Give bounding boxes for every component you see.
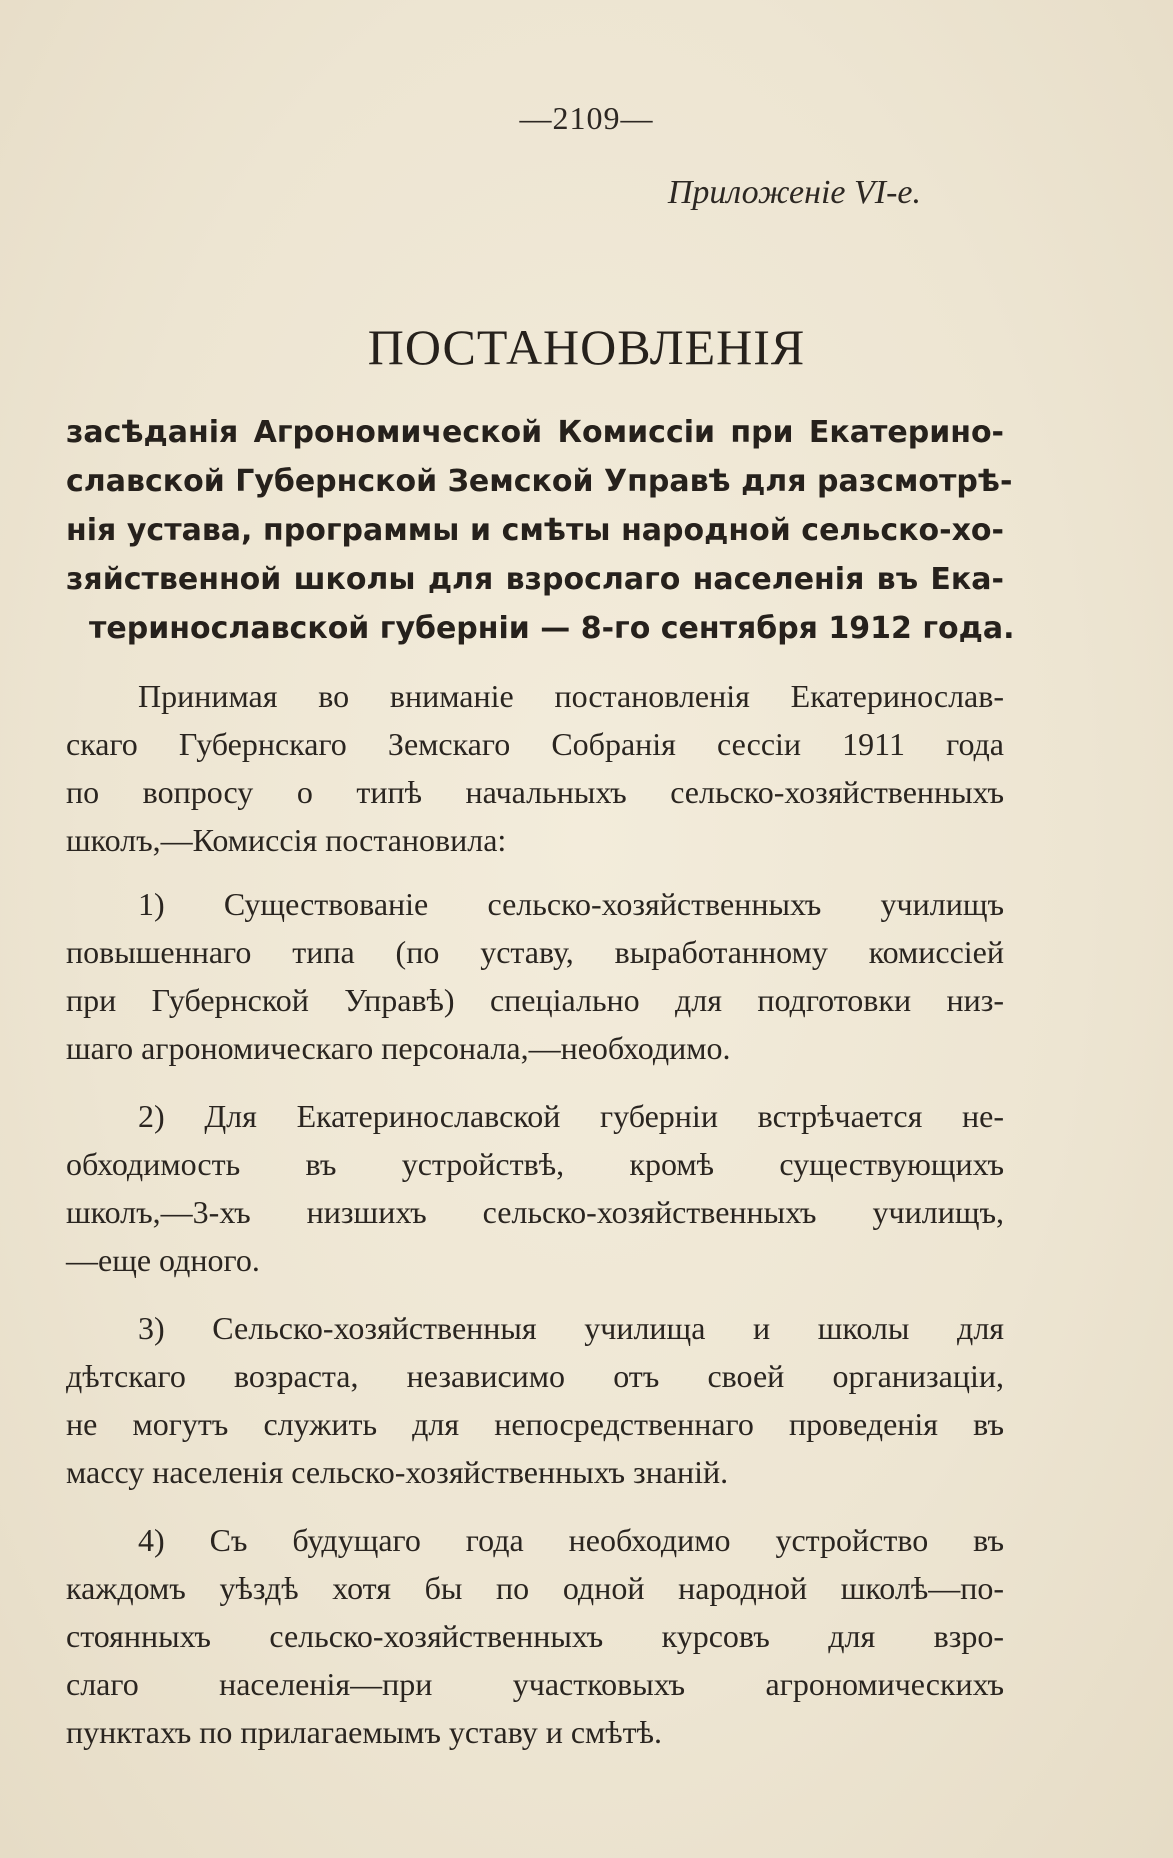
document-body (66, 672, 1004, 1776)
text-line: школъ,—Комиссiя постановила: (66, 822, 507, 858)
text-line: по вопросу о типѣ начальныхъ сельско-хозяйственныхъ (66, 774, 1004, 810)
text-line: при Губернской Управѣ) спецiально для подготовки низ- (66, 982, 1004, 1018)
text-line: массу населенiя сельско-хозяйственныхъ знанiй. (66, 1454, 729, 1490)
text-line: обходимость въ устройствѣ, кромѣ существующихъ (66, 1146, 1004, 1182)
paragraph-item-2 (66, 1092, 1004, 1284)
text-line: дѣтскаго возраста, независимо отъ своей организацiи, (66, 1358, 1004, 1394)
subtitle-line: зяйственной школы для взрослаго населенiя въ Ека- (66, 562, 1004, 597)
text-line: слаго населенiя—при участковыхъ агрономическихъ (66, 1666, 1004, 1702)
document-subtitle (66, 408, 1015, 653)
subtitle-line: теринославской губернiи — 8-го сентября 1912 года. (89, 611, 1015, 646)
text-line: каждомъ уѣздѣ хотя бы по одной народной школѣ—по- (66, 1570, 1004, 1606)
text-line: шаго агрономическаго персонала,—необходимо. (66, 1030, 731, 1066)
paragraph-intro (66, 672, 1004, 864)
text-line: 1) Существованiе сельско-хозяйственныхъ училищъ (138, 886, 1004, 922)
document-title: ПОСТАНОВЛЕНIЯ (367, 319, 806, 375)
paragraph-item-3 (66, 1304, 1004, 1496)
text-line: пунктахъ по прилагаемымъ уставу и смѣтѣ. (66, 1714, 663, 1750)
text-line: не могутъ служить для непосредственнаго проведенiя въ (66, 1406, 1004, 1442)
text-line: 3) Сельско-хозяйственныя училища и школы для (138, 1310, 1004, 1346)
appendix-label: Приложенiе VI-е. (667, 174, 921, 211)
text-line: 4) Съ будущаго года необходимо устройство въ (138, 1522, 1004, 1558)
text-line: стоянныхъ сельско-хозяйственныхъ курсовъ для взро- (66, 1618, 1004, 1654)
text-line: школъ,—3-хъ низшихъ сельско-хозяйственныхъ училищъ, (66, 1194, 1004, 1230)
text-line: 2) Для Екатеринославской губернiи встрѣчается не- (138, 1098, 1004, 1134)
subtitle-line: славской Губернской Земской Управѣ для разсмотрѣ- (66, 464, 1013, 499)
paragraph-item-4 (66, 1516, 1004, 1756)
text-line: Принимая во вниманiе постановленiя Екатеринослав- (138, 678, 1004, 714)
text-line: —еще одного. (66, 1242, 260, 1278)
text-line: скаго Губернскаго Земскаго Собранiя сессiи 1911 года (66, 726, 1004, 762)
subtitle-line: засѣданiя Агрономической Комиссiи при Екатерино- (66, 415, 1004, 450)
subtitle-line: нiя устава, программы и смѣты народной сельско-хо- (66, 513, 1004, 548)
page-number: —2109— (519, 100, 654, 136)
text-line: повышеннаго типа (по уставу, выработанному комиссiей (66, 934, 1004, 970)
paragraph-item-1 (66, 880, 1004, 1072)
